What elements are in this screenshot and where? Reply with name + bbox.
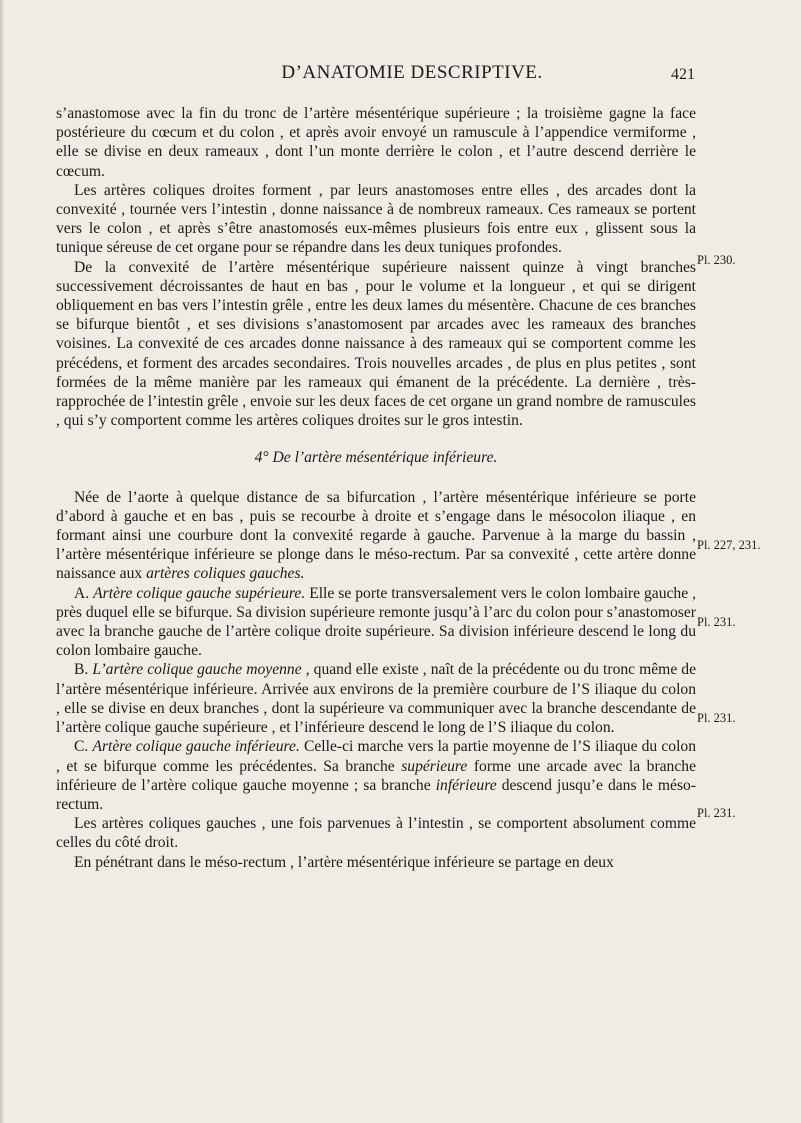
paragraph: De la convexité de l’artère mésentérique supérieure naissent quinze à vingt branches successivement décroissantes de haut en bas , pour le volume et la longueur , et qui se dirigent obliquement en bas vers l’intestin grêle , entre les deux lames du mésentère. Chacune de ces branches se bifurque bientôt , et ses divisions s’anastomosent par arcades avec les rameaux des branches voisines. La convexité de ces arcades donne naissance à des rameaux qui se comportent comme les précédens, et forment des arcades secondaires. Trois nouvelles arcades , de plus en plus petites , sont formées de la même manière par les rameaux qui émanent de la précédente. La dernière , très-rapprochée de l’intestin grêle , envoie sur les deux faces de cet organe un grand nombre de ramuscules , qui s’y comportent comme les artères coliques droites sur le gros intestin.: [56, 258, 696, 430]
italic-term: supérieure: [401, 757, 468, 775]
page-number: 421: [671, 66, 695, 83]
running-header: D’ANATOMIE DESCRIPTIVE.: [281, 62, 543, 83]
margin-note: Pl. 231.: [697, 806, 736, 820]
italic-term: L’artère colique gauche moyenne ,: [92, 661, 310, 679]
paragraph: s’anastomose avec la fin du tronc de l’artère mésentérique supérieure ; la troisième gagne la face postérieure du cœcum et du colon , et après avoir envoyé un ramuscule à l’appendice vermiforme , elle se divise en deux rameaux , dont l’un monte derrière le colon , et l’autre descend derrière le cœcum.: [56, 105, 696, 180]
margin-note: Pl. 231.: [697, 615, 736, 629]
paragraph: Les artères coliques droites forment , par leurs anastomoses entre elles , des arcades dont la convexité , tournée vers l’intestin , donne naissance à de nombreux rameaux. Ces rameaux se portent vers le colon , et après s’être anastomosés eux-mêmes plusieurs fois entre eux , glissent sous la tunique séreuse de cet organe pour se répandre dans les deux tuniques profondes.: [56, 181, 696, 257]
page-edge: [0, 0, 5, 1123]
item-letter: C.: [74, 738, 89, 756]
paragraph: Les artères coliques gauches , une fois parvenues à l’intestin , se comportent absolument comme celles du côté droit.: [56, 815, 696, 852]
paragraph: [56, 584, 696, 661]
paragraph: [56, 737, 696, 814]
italic-term: Artère colique gauche supérieure.: [93, 584, 306, 602]
italic-term: artères coliques gauches.: [146, 565, 305, 583]
paragraph: En pénétrant dans le méso-rectum , l’artère mésentérique inférieure se partage en deux: [74, 853, 614, 871]
body-text: [56, 104, 696, 872]
margin-note: Pl. 230.: [697, 253, 736, 267]
italic-term: Artère colique gauche inférieure.: [92, 738, 300, 756]
margin-note: Pl. 231.: [697, 711, 736, 725]
paragraph: [56, 488, 696, 584]
text-run: forme une arcade avec la branche inférieure de l’artère colique gauche moyenne ; sa branche: [56, 757, 696, 794]
text-run: Elle se porte transversalement vers le colon lombaire gauche , près duquel elle se bifurque. Sa division supérieure remonte jusqu’à l’arc du colon pour s’anastomoser avec la branche gauche de l’artère colique droite supérieure. Sa division inférieure descend le long du colon lombaire gauche.: [56, 584, 696, 660]
italic-term: inférieure: [435, 776, 497, 794]
section-heading: 4° De l’artère mésentérique inférieure.: [254, 449, 498, 467]
margin-note: Pl. 227, 231.: [697, 538, 761, 552]
paragraph: [56, 660, 696, 737]
item-letter: A.: [74, 584, 90, 602]
text-run: Née de l’aorte à quelque distance de sa bifurcation , l’artère mésentérique inférieure se porte d’abord à gauche et en bas , puis se recourbe à droite et s’engage dans le mésocolon iliaque , en formant ainsi une courbure dont la convexité regarde à gauche. Parvenue à la marge du bassin , l’artère mésentérique inférieure se plonge dans le méso-rectum. Par sa convexité , cette artère donne naissance aux: [56, 488, 696, 583]
item-letter: B.: [74, 661, 89, 679]
text-run: descend jusqu’e dans le méso-rectum.: [56, 776, 696, 813]
text-run: Celle-ci marche vers la partie moyenne de l’S iliaque du colon , et se bifurque comme les précédentes. Sa branche: [56, 738, 696, 775]
text-run: quand elle existe , naît de la précédente ou du tronc même de l’artère mésentérique inférieure. Arrivée aux environs de la première courbure de l’S iliaque du colon , elle se divise en deux branches , dont la supérieure va communiquer avec la branche descendante de l’artère colique gauche supérieure , et l’inférieure descend le long de l’S iliaque du colon.: [56, 661, 696, 737]
